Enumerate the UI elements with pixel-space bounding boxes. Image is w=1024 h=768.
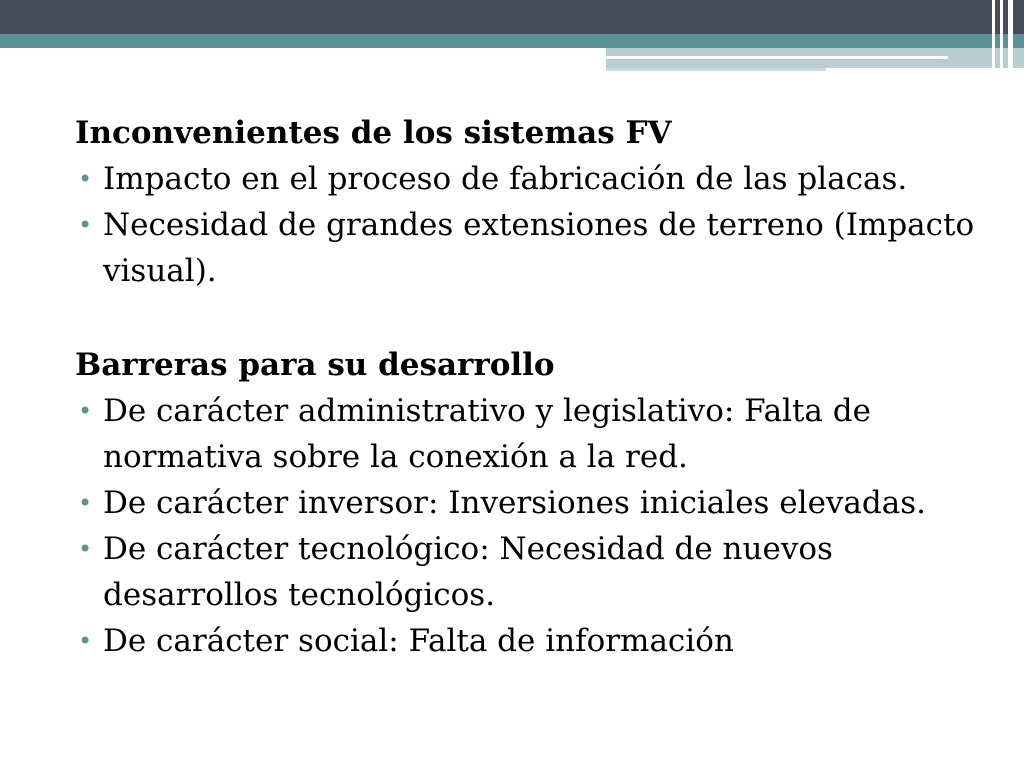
list-item — [75, 526, 975, 618]
header-white-line — [606, 56, 948, 59]
section-heading-barreras: Barreras para su desarrollo — [75, 347, 555, 383]
stripe — [992, 0, 995, 72]
list-item-text: De carácter social: Falta de información — [103, 623, 734, 659]
list-item-text: De carácter inversor: Inversiones iniciales elevadas. — [103, 485, 926, 521]
list-item-text: De carácter administrativo y legislativo: Falta de normativa sobre la conexión a la red. — [103, 393, 871, 475]
list-item — [75, 618, 975, 664]
bullet-icon: • — [78, 165, 93, 193]
header-teal-band — [0, 34, 1024, 48]
list-item — [75, 388, 975, 480]
list-item — [75, 202, 975, 294]
stripe — [1008, 0, 1013, 72]
list-item-text: Necesidad de grandes extensiones de terreno (Impacto visual). — [103, 207, 975, 289]
section-heading-inconvenientes: Inconvenientes de los sistemas FV — [75, 115, 672, 151]
list-item-text: Impacto en el proceso de fabricación de las placas. — [103, 161, 908, 197]
header-dark-band — [0, 0, 1024, 34]
bullet-list-inconvenientes — [75, 156, 975, 294]
stripe — [1000, 0, 1003, 72]
slide-content — [75, 110, 975, 664]
header-vertical-stripes — [990, 0, 1024, 72]
header-light-line — [606, 68, 826, 71]
bullet-icon: • — [78, 627, 93, 655]
list-item-text: De carácter tecnológico: Necesidad de nuevos desarrollos tecnológicos. — [103, 531, 833, 613]
list-item — [75, 156, 975, 202]
bullet-icon: • — [78, 489, 93, 517]
bullet-icon: • — [78, 535, 93, 563]
bullet-icon: • — [78, 211, 93, 239]
list-item — [75, 480, 975, 526]
bullet-icon: • — [78, 397, 93, 425]
bullet-list-barreras — [75, 388, 975, 664]
